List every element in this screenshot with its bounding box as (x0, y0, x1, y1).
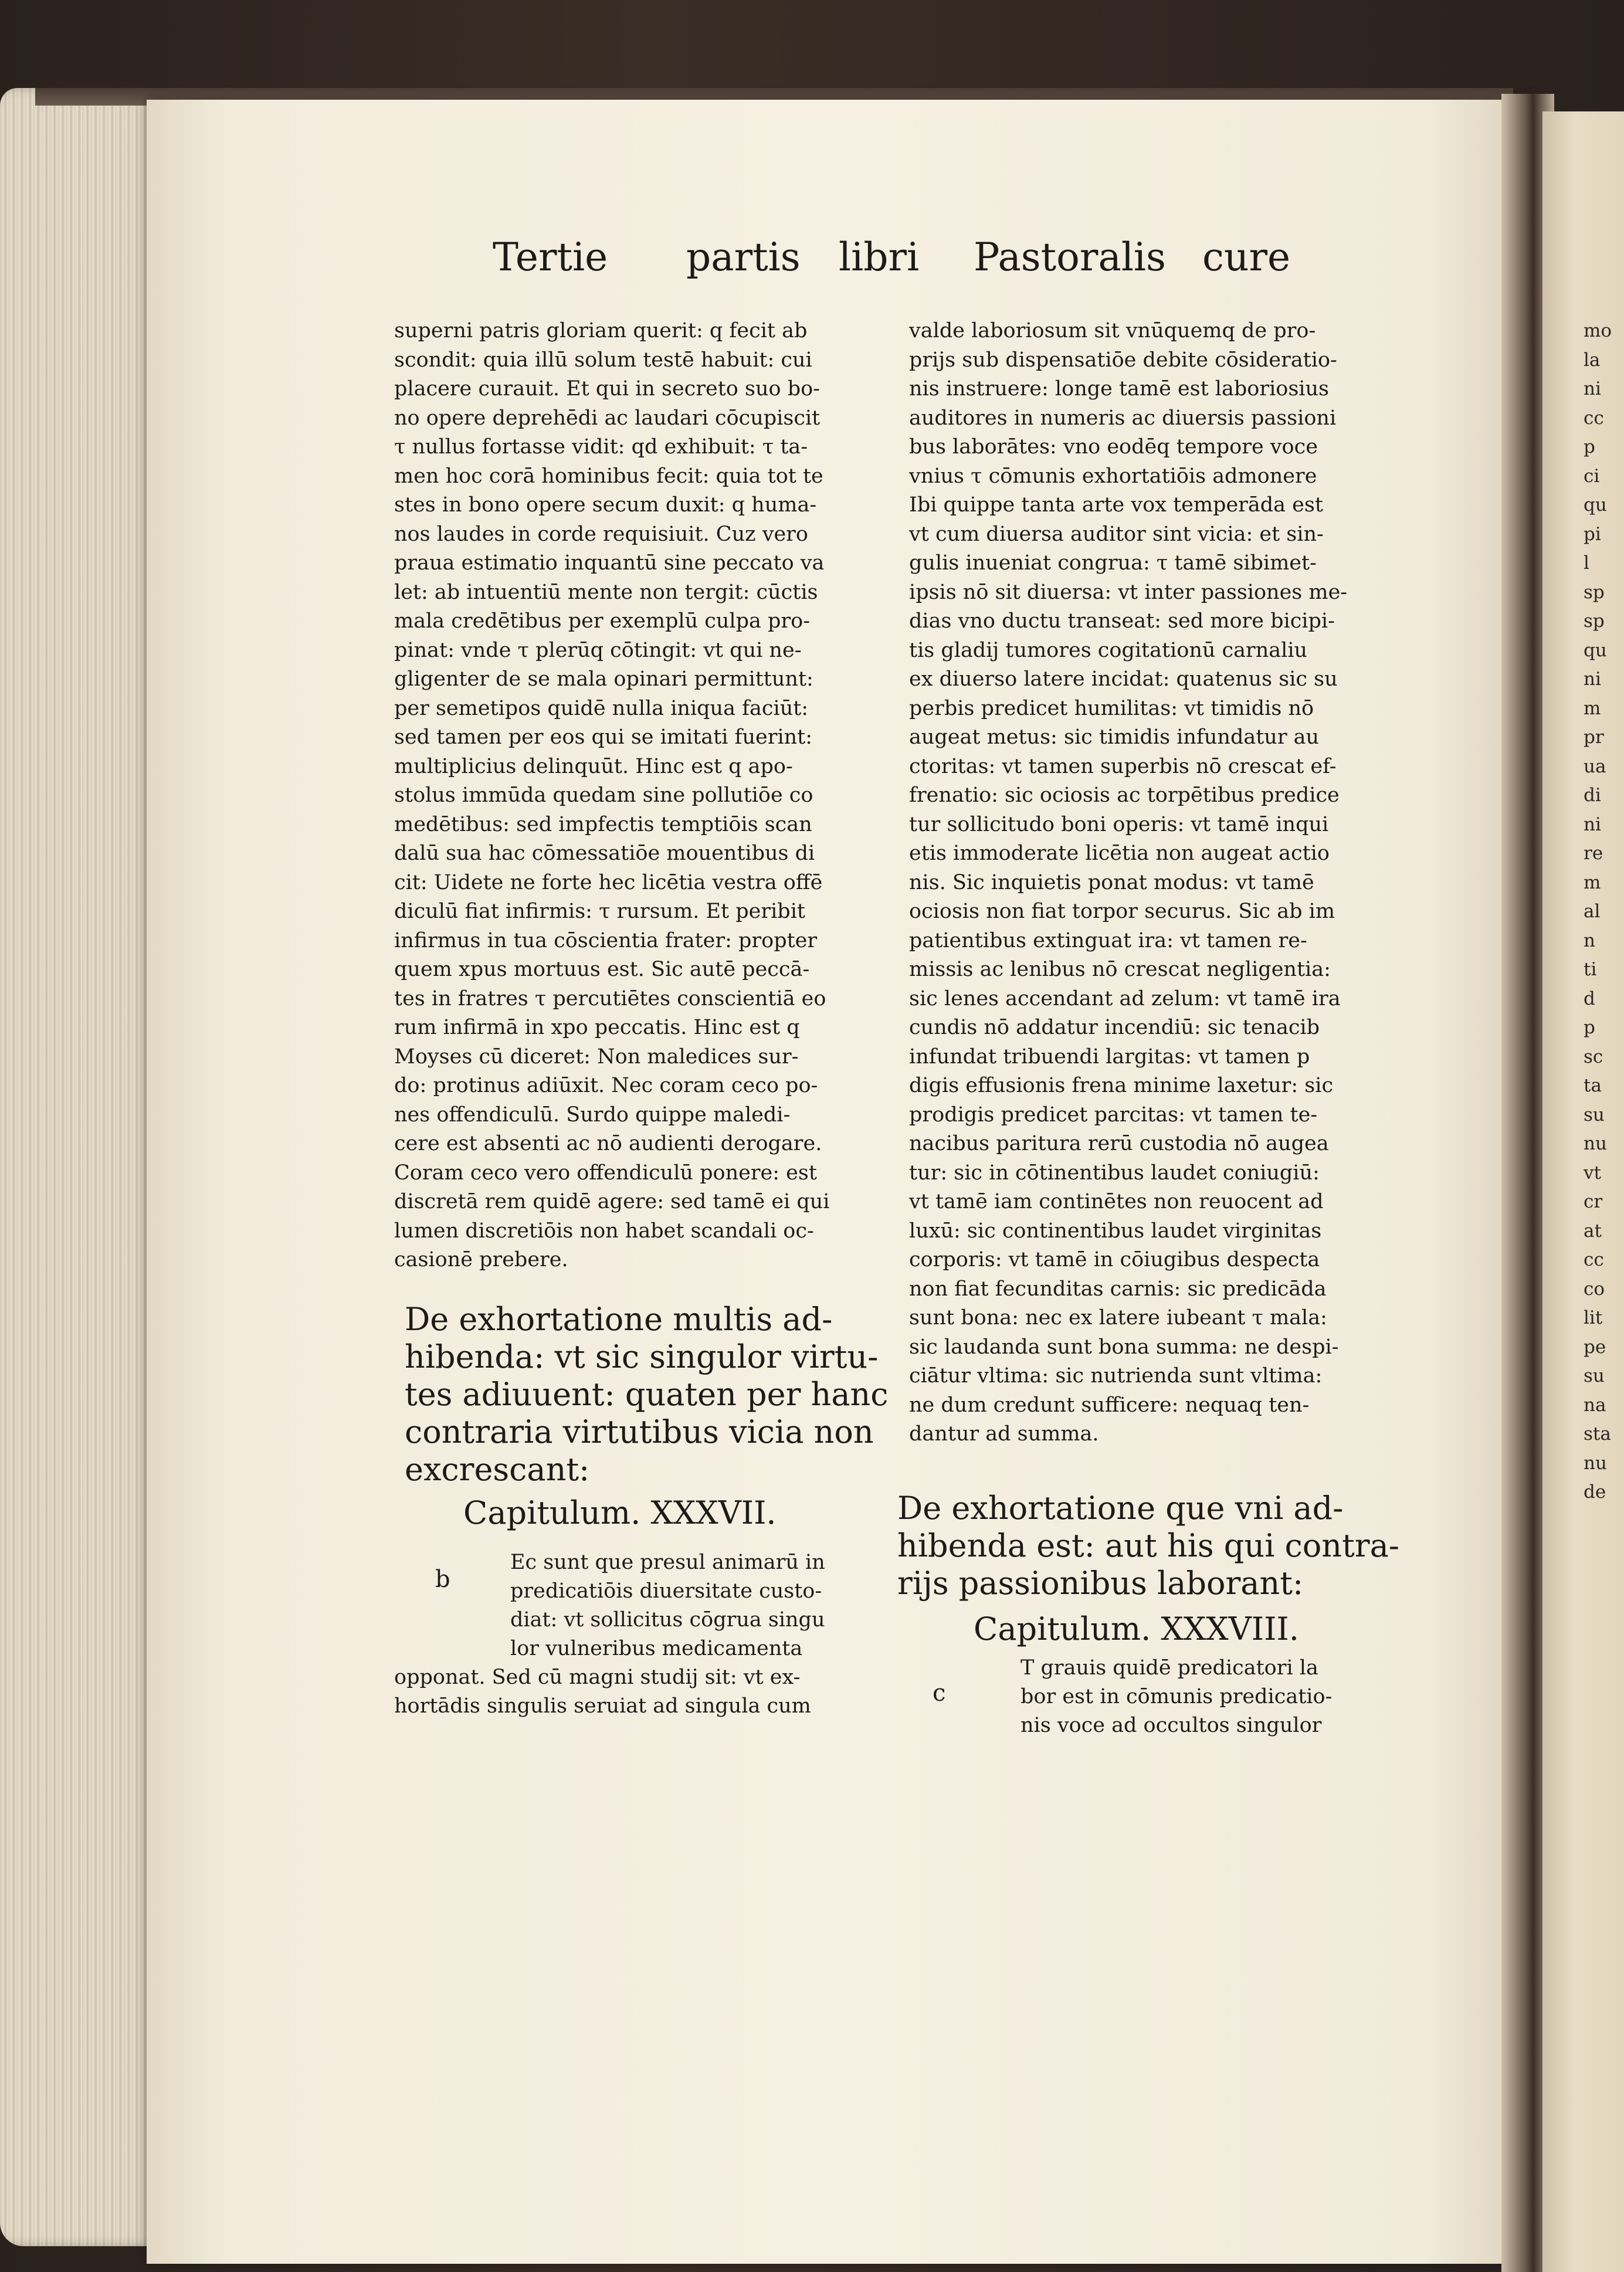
text-line: hortādis singulis seruiat ad singula cum (394, 1694, 811, 1718)
text-line: infundat tribuendi largitas: vt tamen p (909, 1045, 1310, 1069)
left-chapter-number: Capitulum. XXXVII. (463, 1494, 777, 1531)
text-fragment: cr (1584, 1191, 1603, 1212)
text-line: do: protinus adiūxit. Nec coram ceco po- (394, 1074, 818, 1097)
text-line: ctoritas: vt tamen superbis nō crescat ef- (909, 754, 1337, 778)
right-column-text (909, 317, 1402, 1449)
text-fragment: nu (1584, 1452, 1607, 1474)
text-line: prodigis predicet parcitas: vt tamen te- (909, 1103, 1318, 1127)
text-line: tes in fratres τ percutiētes conscientiā eo (394, 986, 826, 1010)
text-fragment: ni (1584, 378, 1601, 399)
text-line: auditores in numeris ac diuersis passioni (909, 406, 1337, 430)
text-line: stolus immūda quedam sine pollutiōe co (394, 784, 813, 807)
running-head-word: Tertie (493, 235, 608, 280)
text-line: casionē prebere. (394, 1248, 568, 1271)
right-initial-paragraph (1020, 1654, 1332, 1740)
text-fragment: di (1584, 785, 1601, 806)
text-line: lor vulneribus medicamenta (510, 1637, 803, 1660)
text-line: vt cum diuersa auditor sint vicia: et sin- (909, 522, 1324, 546)
text-fragment: pi (1584, 523, 1601, 545)
text-line: men hoc corā hominibus fecit: quia tot te (394, 464, 823, 488)
text-line: rum infirmā in xpo peccatis. Hinc est q (394, 1016, 800, 1039)
text-line: ipsis nō sit diuersa: vt inter passiones me- (909, 580, 1348, 604)
text-line: sic laudanda sunt bona summa: ne despi- (909, 1335, 1339, 1359)
text-line: dantur ad summa. (909, 1422, 1099, 1446)
text-line: ociosis non fiat torpor securus. Sic ab im (909, 900, 1335, 923)
text-line: tis gladij tumores cogitationū carnaliu (909, 638, 1308, 662)
text-fragment: ti (1584, 959, 1597, 980)
text-fragment: pe (1584, 1336, 1606, 1358)
text-line: digis effusionis frena minime laxetur: sic (909, 1074, 1334, 1097)
text-fragment: d (1584, 988, 1595, 1009)
text-line: cit: Uidete ne forte hec licētia vestra offē (394, 870, 823, 894)
text-fragment: su (1584, 1365, 1605, 1386)
text-line: Moyses cū diceret: Non maledices sur- (394, 1045, 799, 1069)
text-line: scondit: quia illū solum testē habuit: cui (394, 348, 812, 372)
text-line: perbis predicet humilitas: vt timidis nō (909, 696, 1314, 720)
text-line: etis immoderate licētia non augeat actio (909, 842, 1330, 865)
text-line: sic lenes accendant ad zelum: vt tamē ira (909, 986, 1341, 1010)
text-line: per semetipos quidē nulla iniqua faciūt: (394, 696, 809, 720)
text-line: nos laudes in corde requisiuit. Cuz vero (394, 522, 808, 546)
text-fragment: ci (1584, 465, 1600, 487)
text-line: superni patris gloriam querit: q fecit ab (394, 319, 808, 343)
text-line: bor est in cōmunis predicatio- (1020, 1685, 1333, 1708)
left-column-text (394, 317, 887, 1275)
text-line: Coram ceco vero offendiculū ponere: est (394, 1161, 817, 1185)
right-page-text (1584, 317, 1624, 1507)
heading-line: tes adiuuent: quaten per hanc (405, 1376, 889, 1413)
text-fragment: co (1584, 1278, 1605, 1300)
text-line: diculū fiat infirmis: τ rursum. Et peribit (394, 900, 805, 923)
text-line: multiplicius delinquūt. Hinc est q apo- (394, 754, 793, 778)
text-line: nis instruere: longe tamē est laboriosius (909, 377, 1329, 401)
text-line: gligenter de se mala opinari permittunt: (394, 667, 813, 691)
left-chapter-heading (405, 1301, 889, 1488)
text-fragment: ni (1584, 813, 1601, 835)
text-line: vt tamē iam continētes non reuocent ad (909, 1190, 1324, 1213)
heading-line: De exhortatione multis ad- (405, 1301, 833, 1338)
text-line: ex diuerso latere incidat: quatenus sic su (909, 667, 1338, 691)
text-line: cere est absenti ac nō audienti derogare. (394, 1132, 822, 1155)
heading-line: excrescant: (405, 1451, 590, 1488)
left-guide-letter: b (435, 1566, 450, 1593)
text-line: augeat metus: sic timidis infundatur au (909, 725, 1320, 749)
text-line: opponat. Sed cū magni studij sit: vt ex- (394, 1666, 801, 1689)
text-fragment: ta (1584, 1075, 1602, 1096)
left-column-tail (394, 1663, 811, 1721)
text-fragment: vt (1584, 1162, 1601, 1184)
text-line: nis voce ad occultos singulor (1020, 1714, 1322, 1737)
text-line: nes offendiculū. Surdo quippe maledi- (394, 1103, 791, 1127)
text-line: dias vno ductu transeat: sed more bicipi- (909, 609, 1335, 633)
text-line: corporis: vt tamē in cōiugibus despecta (909, 1248, 1320, 1271)
text-fragment: n (1584, 930, 1595, 951)
text-line: placere curauit. Et qui in secreto suo bo- (394, 377, 820, 401)
text-fragment: cc (1584, 407, 1604, 429)
right-chapter-heading (897, 1490, 1399, 1602)
text-fragment: al (1584, 901, 1601, 922)
page-block-edges (0, 88, 158, 2246)
text-line: quem xpus mortuus est. Sic autē peccā- (394, 958, 810, 981)
text-fragment: m (1584, 872, 1601, 893)
running-head (493, 235, 1314, 305)
text-line: dalū sua hac cōmessatiōe mouentibus di (394, 842, 815, 865)
text-fragment: sp (1584, 581, 1605, 603)
text-line: lumen discretiōis non habet scandali oc- (394, 1219, 814, 1243)
text-line: patientibus extinguat ira: vt tamen re- (909, 928, 1307, 952)
text-fragment: sc (1584, 1046, 1603, 1067)
text-line: nis. Sic inquietis ponat modus: vt tamē (909, 870, 1314, 894)
text-line: infirmus in tua cōscientia frater: propter (394, 928, 818, 952)
text-line: praua estimatio inquantū sine peccato va (394, 551, 825, 575)
text-line: predicatiōis diuersitate custo- (510, 1579, 822, 1603)
text-line: frenatio: sic ociosis ac torpētibus predice (909, 784, 1340, 807)
heading-line: hibenda est: aut his qui contra- (897, 1527, 1400, 1564)
left-initial-paragraph (510, 1548, 825, 1663)
text-line: sunt bona: nec ex latere iubeant τ mala: (909, 1306, 1327, 1330)
text-fragment: ua (1584, 755, 1606, 777)
text-line: Ibi quippe tanta arte vox temperāda est (909, 493, 1323, 517)
text-line: tur: sic in cōtinentibus laudet coniugiū: (909, 1161, 1320, 1185)
text-fragment: nu (1584, 1133, 1607, 1154)
heading-line: De exhortatione que vni ad- (897, 1490, 1344, 1527)
text-line: T grauis quidē predicatori la (1020, 1656, 1318, 1680)
text-fragment: lit (1584, 1307, 1603, 1328)
running-head-word: Pastoralis (974, 235, 1166, 280)
text-fragment: re (1584, 843, 1603, 864)
text-line: sed tamen per eos qui se imitati fuerint: (394, 725, 813, 749)
text-fragment: ni (1584, 669, 1601, 690)
text-fragment: p (1584, 1017, 1595, 1038)
text-fragment: la (1584, 349, 1601, 371)
text-line: missis ac lenibus nō crescat negligentia: (909, 958, 1331, 981)
text-line: luxū: sic continentibus laudet virginitas (909, 1219, 1322, 1243)
text-fragment: de (1584, 1481, 1606, 1503)
text-fragment: sta (1584, 1423, 1611, 1444)
text-line: prijs sub dispensatiōe debite cōsideratio- (909, 348, 1337, 372)
running-head-word: partis (686, 235, 801, 280)
text-fragment: cc (1584, 1249, 1604, 1270)
text-line: bus laborātes: vno eodēq tempore voce (909, 435, 1318, 459)
text-line: medētibus: sed impfectis temptiōis scan (394, 812, 812, 836)
text-line: non fiat fecunditas carnis: sic predicāda (909, 1277, 1327, 1301)
text-fragment: qu (1584, 639, 1607, 661)
text-line: tur sollicitudo boni operis: vt tamē inqui (909, 812, 1329, 836)
text-line: Ec sunt que presul animarū in (510, 1551, 825, 1574)
text-line: let: ab intuentiū mente non tergit: cūctis (394, 580, 818, 604)
text-line: mala credētibus per exemplū culpa pro- (394, 609, 811, 633)
text-line: τ nullus fortasse vidit: qd exhibuit: τ ta- (394, 435, 808, 459)
right-chapter-number: Capitulum. XXXVIII. (974, 1610, 1299, 1647)
text-line: gulis inueniat congrua: τ tamē sibimet- (909, 551, 1317, 575)
text-line: valde laboriosum sit vnūquemq de pro- (909, 319, 1316, 343)
text-line: diat: vt sollicitus cōgrua singu (510, 1608, 825, 1632)
running-head-word: cure (1202, 235, 1291, 280)
text-line: vnius τ cōmunis exhortatiōis admonere (909, 464, 1317, 488)
text-line: nacibus paritura rerū custodia nō augea (909, 1132, 1329, 1155)
heading-line: rijs passionibus laborant: (897, 1565, 1304, 1602)
text-line: pinat: vnde τ plerūq cōtingit: vt qui ne- (394, 638, 802, 662)
text-line: no opere deprehēdi ac laudari cōcupiscit (394, 406, 821, 430)
text-fragment: l (1584, 552, 1589, 574)
text-fragment: m (1584, 697, 1601, 719)
text-fragment: p (1584, 436, 1595, 457)
running-head-word: libri (839, 235, 920, 280)
text-fragment: na (1584, 1394, 1606, 1416)
heading-line: hibenda: vt sic singulor virtu- (405, 1338, 879, 1375)
text-fragment: qu (1584, 494, 1607, 516)
text-fragment: mo (1584, 320, 1612, 341)
right-guide-letter: c (933, 1680, 946, 1707)
text-line: ne dum credunt sufficere: nequaq ten- (909, 1393, 1310, 1417)
heading-line: contraria virtutibus vicia non (405, 1413, 874, 1450)
text-fragment: su (1584, 1104, 1605, 1125)
text-line: stes in bono opere secum duxit: q huma- (394, 493, 817, 517)
text-fragment: sp (1584, 611, 1605, 632)
text-line: discretā rem quidē agere: sed tamē ei qui (394, 1190, 830, 1213)
text-fragment: pr (1584, 727, 1604, 748)
text-fragment: at (1584, 1220, 1602, 1242)
text-line: ciātur vltima: sic nutrienda sunt vltima: (909, 1364, 1323, 1388)
text-line: cundis nō addatur incendiū: sic tenacib (909, 1016, 1320, 1039)
